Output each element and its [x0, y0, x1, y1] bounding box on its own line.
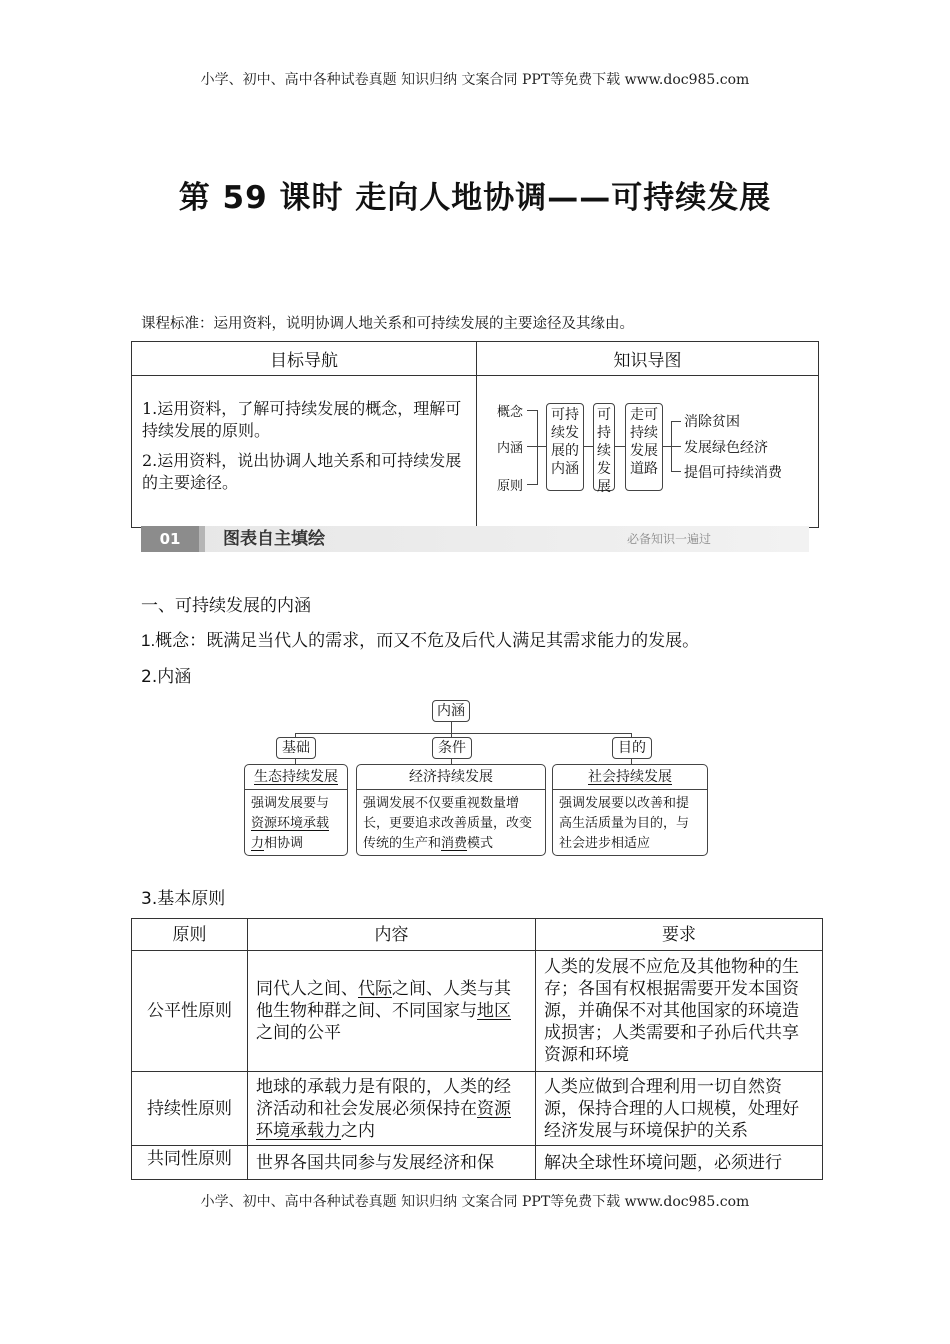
principles-header: 原则 [132, 919, 248, 951]
section-banner [141, 526, 809, 552]
principles-header: 要求 [536, 919, 823, 951]
card-text: 强调发展要以改善和提高生活质量为目的，与社会进步相适应 [559, 796, 690, 851]
principle-requirement: 人类应做到合理利用一切自然资源，保持合理的人口规模，处理好经济发展与环境保护的关系 [536, 1072, 823, 1146]
branch-card-society [552, 764, 708, 856]
mindmap-label-consumption: 提倡可持续消费 [684, 465, 782, 481]
mindmap-label-concept: 概念 [497, 405, 524, 420]
concept-paragraph [141, 626, 699, 651]
mindmap-label-green-economy: 发展绿色经济 [684, 440, 768, 456]
bracket-line [663, 446, 671, 447]
bracket-line [671, 446, 681, 447]
card-text: 强调发展要与 [251, 796, 330, 811]
content-text-underlined: 资源环境承载力 [256, 1098, 511, 1141]
card-text-underlined: 消费 [441, 836, 468, 851]
principles-table [131, 918, 823, 1180]
card-text: 模式 [467, 836, 494, 851]
principles-heading: 3.基本原则 [141, 889, 226, 909]
connector-line [615, 446, 625, 447]
concept-label: 1.概念： [141, 631, 207, 650]
content-text-underlined: 地区 [477, 1001, 511, 1021]
bracket-line [527, 410, 537, 411]
goal-item: 2.运用资料，说出协调人地关系和可持续发展的主要途径。 [142, 451, 462, 492]
card-title: 经济持续发展 [357, 765, 545, 790]
content-text: 同代人之间、 [256, 979, 358, 999]
goals-cell [132, 376, 477, 528]
branch-tag-basis: 基础 [276, 737, 316, 759]
mindmap-box-road: 走可持续发展道路 [625, 403, 663, 491]
branch-tag-condition: 条件 [432, 737, 472, 759]
banner-number: 01 [141, 526, 199, 552]
card-text: 相协调 [264, 836, 304, 851]
mindmap-cell [477, 376, 819, 528]
principle-requirement: 解决全球性环境问题，必须进行 [536, 1146, 823, 1180]
principle-requirement: 人类的发展不应危及其他物种的生存；各国有权根据需要开发本国资源，并确保不对其他国家的环境造成损害；人类需要和子孙后代共享资源和环境 [536, 951, 823, 1072]
branch-card-economy [356, 764, 546, 856]
card-body [245, 790, 347, 858]
content-text-underlined: 代际 [358, 979, 392, 999]
principles-header: 内容 [248, 919, 536, 951]
banner-subtitle: 必备知识一遍过 [626, 532, 711, 546]
connotation-label: 2.内涵 [141, 667, 192, 687]
connector-line [584, 446, 593, 447]
page-title: 第 59 课时 走向人地协调——可持续发展 [178, 180, 772, 216]
mindmap-box-sustainable: 可持续发展 [593, 403, 615, 491]
concept-text: 既满足当代人的需求，而又不危及后代人满足其需求能力的发展。 [206, 631, 700, 651]
principle-name: 持续性原则 [132, 1072, 248, 1146]
mindmap-box-connotation: 可持续发展的内涵 [546, 403, 584, 491]
bracket-line [671, 471, 681, 472]
nav-col2-header: 知识导图 [477, 342, 819, 376]
tree-line [451, 721, 452, 733]
banner-divider [199, 526, 205, 552]
bracket-line [537, 446, 546, 447]
nav-col1-header: 目标导航 [132, 342, 477, 376]
tree-line [295, 733, 631, 734]
mindmap-label-connotation: 内涵 [497, 441, 524, 456]
content-text: 之间、人类与其他生物种群之间、不同国家与 [256, 979, 511, 1021]
page-footer: 小学、初中、高中各种试卷真题 知识归纳 文案合同 PPT等免费下载 www.doc985.com [200, 1194, 750, 1210]
content-text: 地球的承载力是有限的，人类的经济活动和社会发展必须保持在 [256, 1076, 511, 1119]
mindmap [478, 377, 817, 526]
card-text-underlined: 资源环境承载力 [251, 816, 330, 851]
principle-name: 共同性原则 [132, 1146, 248, 1180]
content-text: 世界各国共同参与发展经济和保 [256, 1152, 494, 1173]
page-header: 小学、初中、高中各种试卷真题 知识归纳 文案合同 PPT等免费下载 www.doc985.com [200, 72, 750, 88]
card-body [553, 790, 707, 858]
principle-name: 公平性原则 [132, 951, 248, 1072]
bracket-line [527, 446, 537, 447]
branch-tag-purpose: 目的 [612, 737, 652, 759]
course-standard: 课程标准：运用资料，说明协调人地关系和可持续发展的主要途径及其缘由。 [141, 316, 634, 332]
card-text: 强调发展不仅要重视数量增长，更要追求改善质量，改变传统的生产和 [363, 796, 533, 851]
content-text: 之间的公平 [256, 1023, 341, 1043]
card-title: 生态持续发展 [245, 765, 347, 790]
banner-title: 图表自主填绘 [223, 529, 325, 549]
content-text: 之内 [341, 1120, 375, 1141]
branch-card-ecology [244, 764, 348, 856]
card-title: 社会持续发展 [553, 765, 707, 790]
diagram-root: 内涵 [432, 700, 470, 722]
section-heading: 一、可持续发展的内涵 [141, 596, 311, 616]
bracket-line [527, 484, 537, 485]
card-body [357, 790, 545, 858]
bracket-line [537, 410, 538, 485]
connotation-diagram [244, 698, 710, 858]
nav-table [131, 341, 819, 528]
mindmap-label-principle: 原则 [497, 479, 524, 494]
principle-content [248, 1072, 536, 1146]
bracket-line [671, 421, 681, 422]
mindmap-label-poverty: 消除贫困 [684, 414, 740, 430]
principle-content [248, 1146, 536, 1180]
goal-item: 1.运用资料，了解可持续发展的概念，理解可持续发展的原则。 [142, 399, 462, 440]
principle-content [248, 951, 536, 1072]
